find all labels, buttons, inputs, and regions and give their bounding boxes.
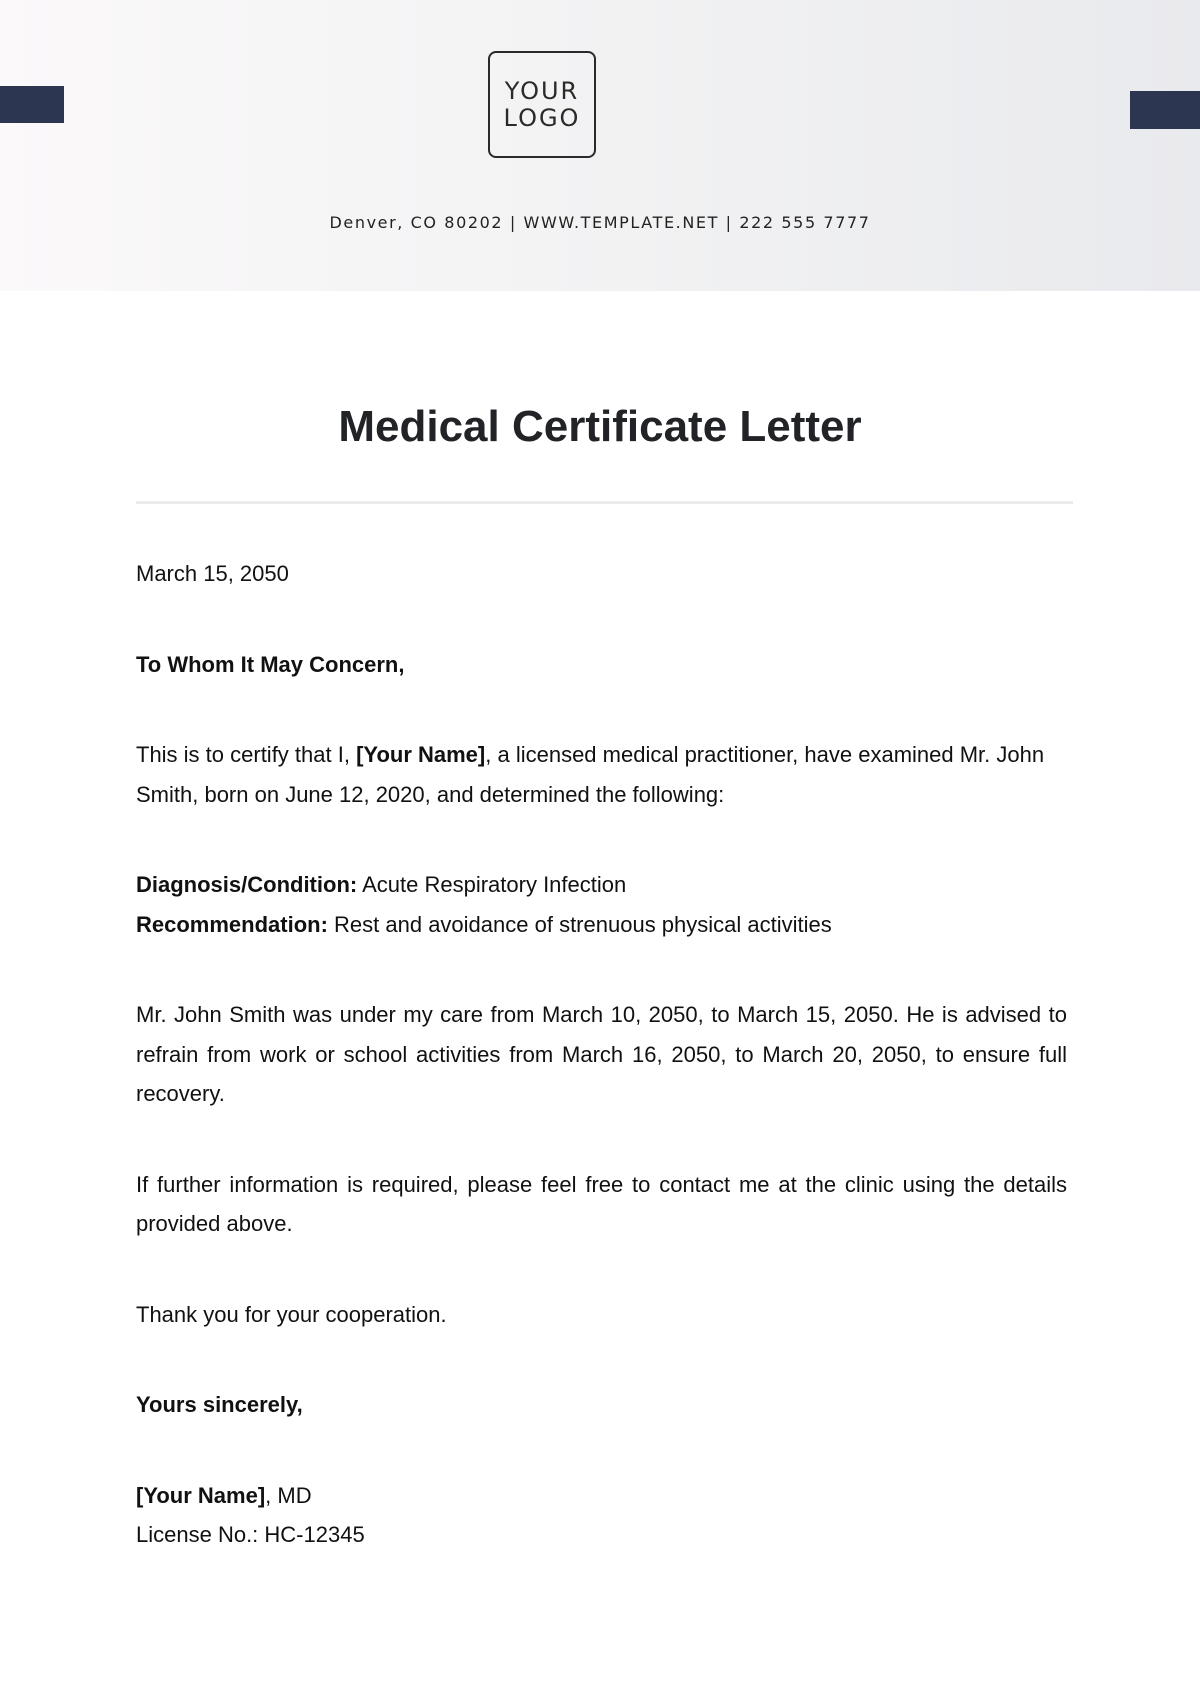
diagnosis-line <box>136 865 1067 905</box>
closing <box>136 1385 1067 1425</box>
closing-text: Yours sincerely, <box>136 1392 303 1417</box>
thanks-line: Thank you for your cooperation. <box>136 1301 447 1327</box>
contact-paragraph: If further information is required, please feel free to contact me at the clinic using the details provided above. <box>136 1171 1067 1236</box>
intro-post: , a licensed medical practitioner, have examined Mr. John Smith, born on June 12, 2020, and determined the following: <box>136 742 1045 807</box>
title-divider <box>136 501 1073 504</box>
recommendation-value: Rest and avoidance of strenuous physical activities <box>327 911 832 937</box>
salutation <box>136 645 1067 685</box>
diagnosis-label: Diagnosis/Condition: <box>136 872 358 897</box>
care-paragraph: Mr. John Smith was under my care from March 10, 2050, to March 15, 2050. He is advised to refrain from work or school activities from March 16, 2050, to March 20, 2050, to ensure full recovery. <box>136 1002 1067 1106</box>
letter-date: March 15, 2050 <box>136 561 289 586</box>
salutation-text: To Whom It May Concern, <box>136 651 405 677</box>
accent-bar-right <box>1130 91 1200 129</box>
doctor-name-placeholder: [Your Name] <box>356 742 486 767</box>
recommendation-line <box>136 905 1067 945</box>
intro-paragraph <box>136 735 1067 814</box>
contact-info: Denver, CO 80202 | WWW.TEMPLATE.NET | 222 555 7777 <box>329 213 871 232</box>
diagnosis-value: Acute Respiratory Infection <box>357 872 627 897</box>
logo-text-line1: YOUR <box>504 76 580 105</box>
document-title: Medical Certificate Letter <box>338 402 862 451</box>
signature-name: [Your Name] <box>136 1482 266 1508</box>
signature-suffix: , MD <box>265 1482 312 1508</box>
license-number: License No.: HC-12345 <box>136 1522 365 1547</box>
intro-pre: This is to certify that I, <box>136 742 357 767</box>
logo-text-line2: LOGO <box>503 103 581 132</box>
accent-bar-left <box>0 86 64 123</box>
letterhead <box>0 0 1200 291</box>
recommendation-label: Recommendation: <box>136 911 328 937</box>
letter-body <box>136 554 1067 1555</box>
logo-placeholder <box>488 51 596 158</box>
signature-name-line <box>136 1476 1067 1516</box>
